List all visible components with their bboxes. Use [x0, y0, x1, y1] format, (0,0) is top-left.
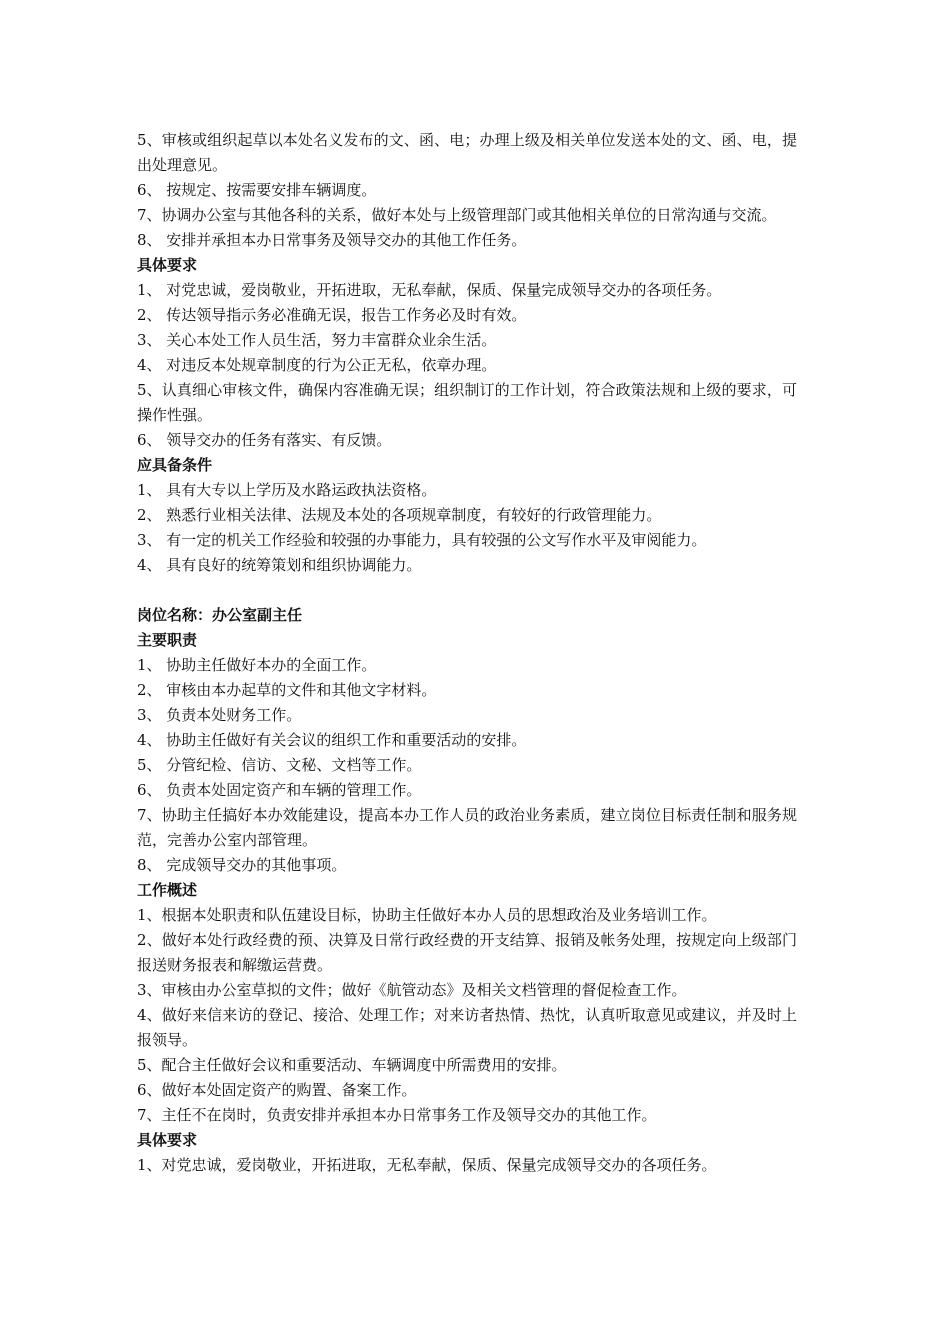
duty-item: 8、 完成领导交办的其他事项。	[137, 856, 347, 874]
requirement-item: 2、 传达领导指示务必准确无误，报告工作务必及时有效。	[137, 306, 527, 324]
duty-item: 4、 协助主任做好有关会议的组织工作和重要活动的安排。	[137, 731, 527, 749]
document-body	[137, 128, 797, 1178]
requirements-heading: 具体要求	[137, 256, 198, 274]
condition-item: 1、 具有大专以上学历及水路运政执法资格。	[137, 481, 437, 499]
section-spacer	[137, 578, 797, 603]
overview-heading: 工作概述	[137, 881, 198, 899]
duty-item: 1、 协助主任做好本办的全面工作。	[137, 656, 377, 674]
requirement-item: 1、 对党忠诚，爱岗敬业，开拓进取，无私奉献，保质、保量完成领导交办的各项任务。	[137, 281, 722, 299]
duty-item: 6、 按规定、按需要安排车辆调度。	[137, 181, 377, 199]
duties-heading: 主要职责	[137, 631, 198, 649]
position-title: 岗位名称：办公室副主任	[137, 606, 303, 624]
requirement-item: 1、对党忠诚，爱岗敬业，开拓进取，无私奉献，保质、保量完成领导交办的各项任务。	[137, 1156, 717, 1174]
duty-item: 8、 安排并承担本办日常事务及领导交办的其他工作任务。	[137, 231, 527, 249]
requirement-item: 6、 领导交办的任务有落实、有反馈。	[137, 431, 392, 449]
overview-item: 1、根据本处职责和队伍建设目标，协助主任做好本办人员的思想政治及业务培训工作。	[137, 906, 717, 924]
duty-item: 6、 负责本处固定资产和车辆的管理工作。	[137, 781, 422, 799]
requirement-item: 4、 对违反本处规章制度的行为公正无私，依章办理。	[137, 356, 497, 374]
overview-item: 3、审核由办公室草拟的文件；做好《航管动态》及相关文档管理的督促检查工作。	[137, 981, 687, 999]
condition-item: 2、 熟悉行业相关法律、法规及本处的各项规章制度，有较好的行政管理能力。	[137, 506, 662, 524]
condition-item: 4、 具有良好的统筹策划和组织协调能力。	[137, 556, 422, 574]
overview-item: 2、做好本处行政经费的预、决算及日常行政经费的开支结算、报销及帐务处理，按规定向上级部门报送财务报表和解缴运营费。	[137, 931, 797, 974]
requirements-heading: 具体要求	[137, 1131, 198, 1149]
overview-item: 7、主任不在岗时，负责安排并承担本办日常事务工作及领导交办的其他工作。	[137, 1106, 657, 1124]
overview-item: 6、做好本处固定资产的购置、备案工作。	[137, 1081, 417, 1099]
duty-item: 3、 负责本处财务工作。	[137, 706, 302, 724]
duty-item: 7、协调办公室与其他各科的关系，做好本处与上级管理部门或其他相关单位的日常沟通与交流。	[137, 206, 777, 224]
duty-item: 7、协助主任搞好本办效能建设，提高本办工作人员的政治业务素质，建立岗位目标责任制和服务规范，完善办公室内部管理。	[137, 806, 797, 849]
requirement-item: 3、 关心本处工作人员生活，努力丰富群众业余生活。	[137, 331, 497, 349]
overview-item: 4、做好来信来访的登记、接洽、处理工作；对来访者热情、热忱，认真听取意见或建议，并及时上报领导。	[137, 1006, 797, 1049]
conditions-heading: 应具备条件	[137, 456, 213, 474]
duty-item: 5、 分管纪检、信访、文秘、文档等工作。	[137, 756, 422, 774]
duty-item: 2、 审核由本办起草的文件和其他文字材料。	[137, 681, 437, 699]
requirement-item: 5、认真细心审核文件，确保内容准确无误；组织制订的工作计划，符合政策法规和上级的要求，可操作性强。	[137, 381, 797, 424]
condition-item: 3、 有一定的机关工作经验和较强的办事能力，具有较强的公文写作水平及审阅能力。	[137, 531, 707, 549]
overview-item: 5、配合主任做好会议和重要活动、车辆调度中所需费用的安排。	[137, 1056, 567, 1074]
duty-item: 5、审核或组织起草以本处名义发布的文、函、电；办理上级及相关单位发送本处的文、函、电，提出处理意见。	[137, 131, 797, 174]
